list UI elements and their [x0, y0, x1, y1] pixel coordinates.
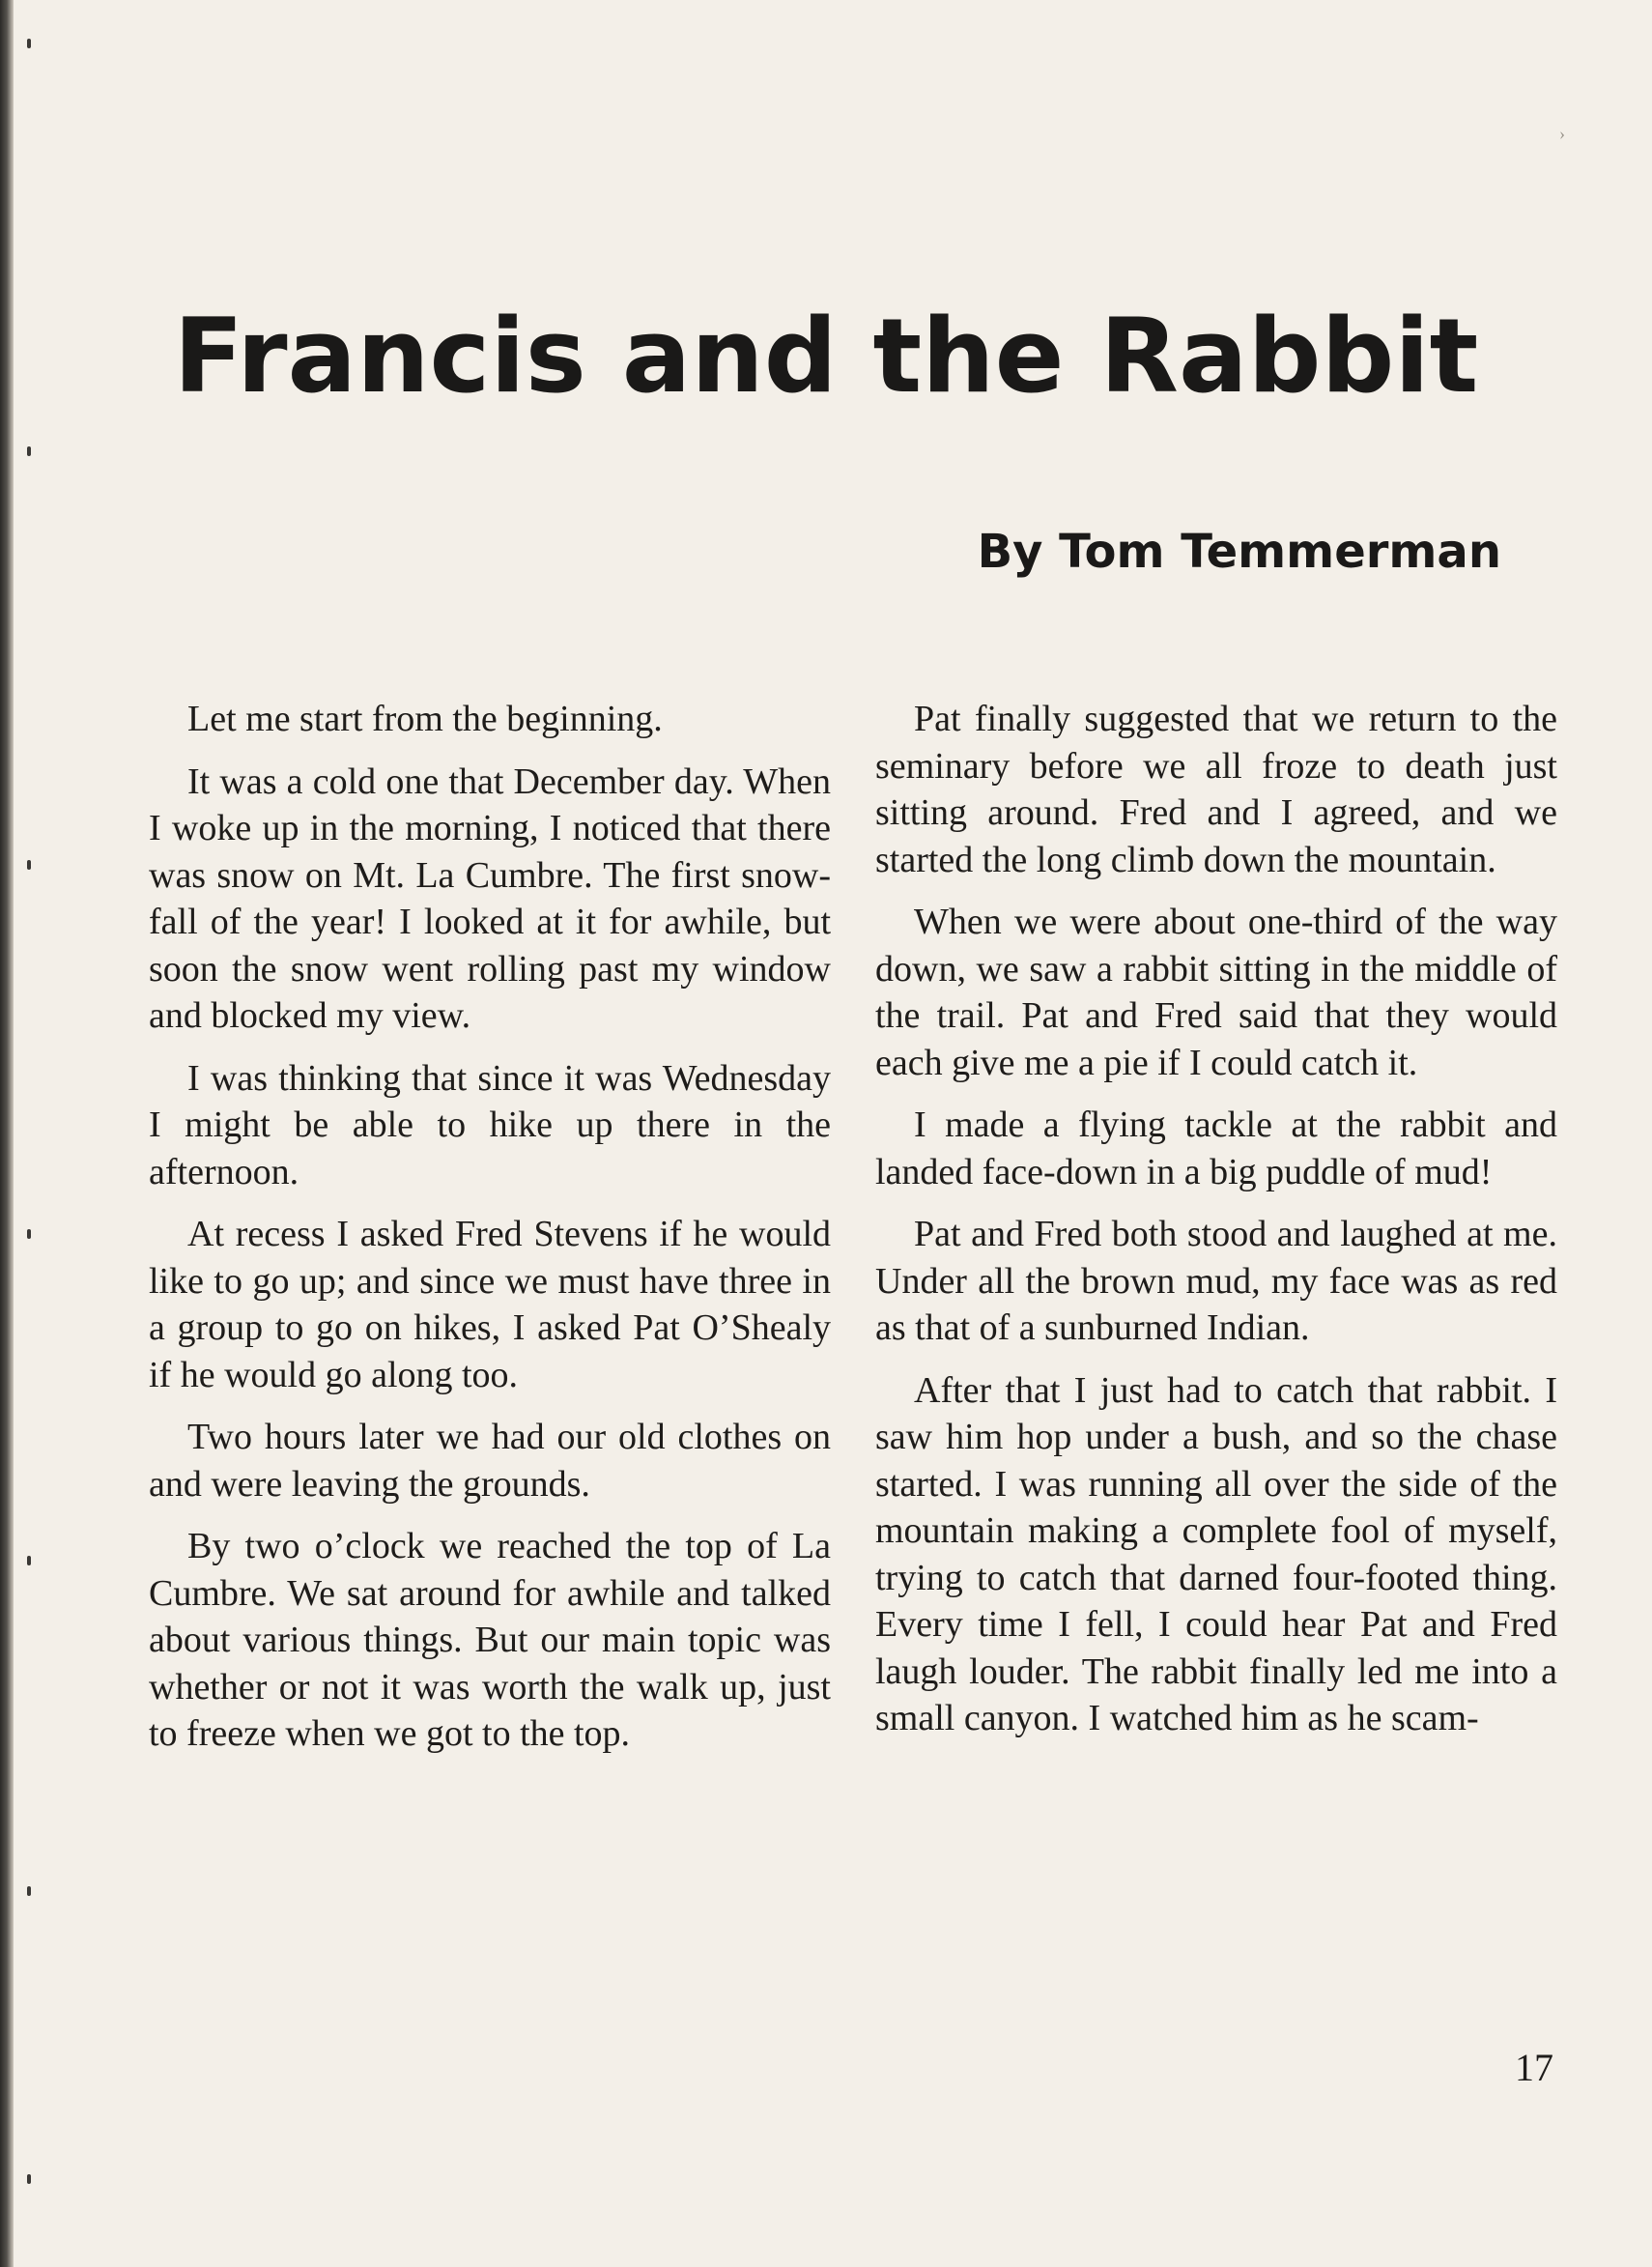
- left-column: [149, 696, 831, 1773]
- paragraph: I made a flying tackle at the rabbit and landed face-down in a big puddle of mud!: [875, 1105, 1557, 1192]
- paragraph: At recess I asked Fred Stevens if he would like to go up; and since we must have three in a group to go on hikes, I asked Pat O’Shealy if he would go along too.: [149, 1214, 831, 1395]
- paragraph: By two o’clock we reached the top of La Cumbre. We sat around for awhile and talked about various things. But our main topic was whether or not it was worth the walk up, just to freeze when we got to the top.: [149, 1526, 831, 1754]
- paragraph: Two hours later we had our old clothes on and were leaving the grounds.: [149, 1417, 831, 1505]
- paragraph: It was a cold one that December day. When I woke up in the morning, I noticed that there was snow on Mt. La Cumbre. The first snowfall of the year! I looked at it for awhile, but soon the snow went rolling past my window and blocked my view.: [149, 760, 831, 1036]
- paragraph: When we were about one-third of the way down, we saw a rabbit sitting in the middle of the trail. Pat and Fred said that they would each give me a pie if I could catch it.: [875, 902, 1557, 1083]
- paragraph: Let me start from the beginning.: [187, 699, 663, 739]
- paragraph: After that I just had to catch that rabbit. I saw him hop under a bush, and so the chase started. I was running all over the side of the mountain making a complete fool of myself, trying to catch that darned four-footed thing. Every time I fell, I could hear Pat and Fred laugh louder. The rabbit finally led me into a small canyon. I watched him as he scam-: [875, 1369, 1557, 1738]
- paragraph: Pat finally suggested that we return to the seminary before we all froze to death just sitting around. Fred and I agreed, and we started the long climb down the mountain.: [875, 699, 1557, 880]
- scan-mark: ›: [1559, 124, 1565, 143]
- article-title: Francis and the Rabbit: [173, 297, 1479, 416]
- paragraph: I was thinking that since it was Wednesday I might be able to hike up there in the afternoon.: [149, 1057, 831, 1192]
- page-number: 17: [1515, 2046, 1553, 2089]
- paragraph: Pat and Fred both stood and laughed at me. Under all the brown mud, my face was as red as that of a sunburned Indian.: [875, 1214, 1557, 1348]
- right-column: [875, 696, 1557, 1758]
- article-byline: By Tom Temmerman: [977, 525, 1501, 579]
